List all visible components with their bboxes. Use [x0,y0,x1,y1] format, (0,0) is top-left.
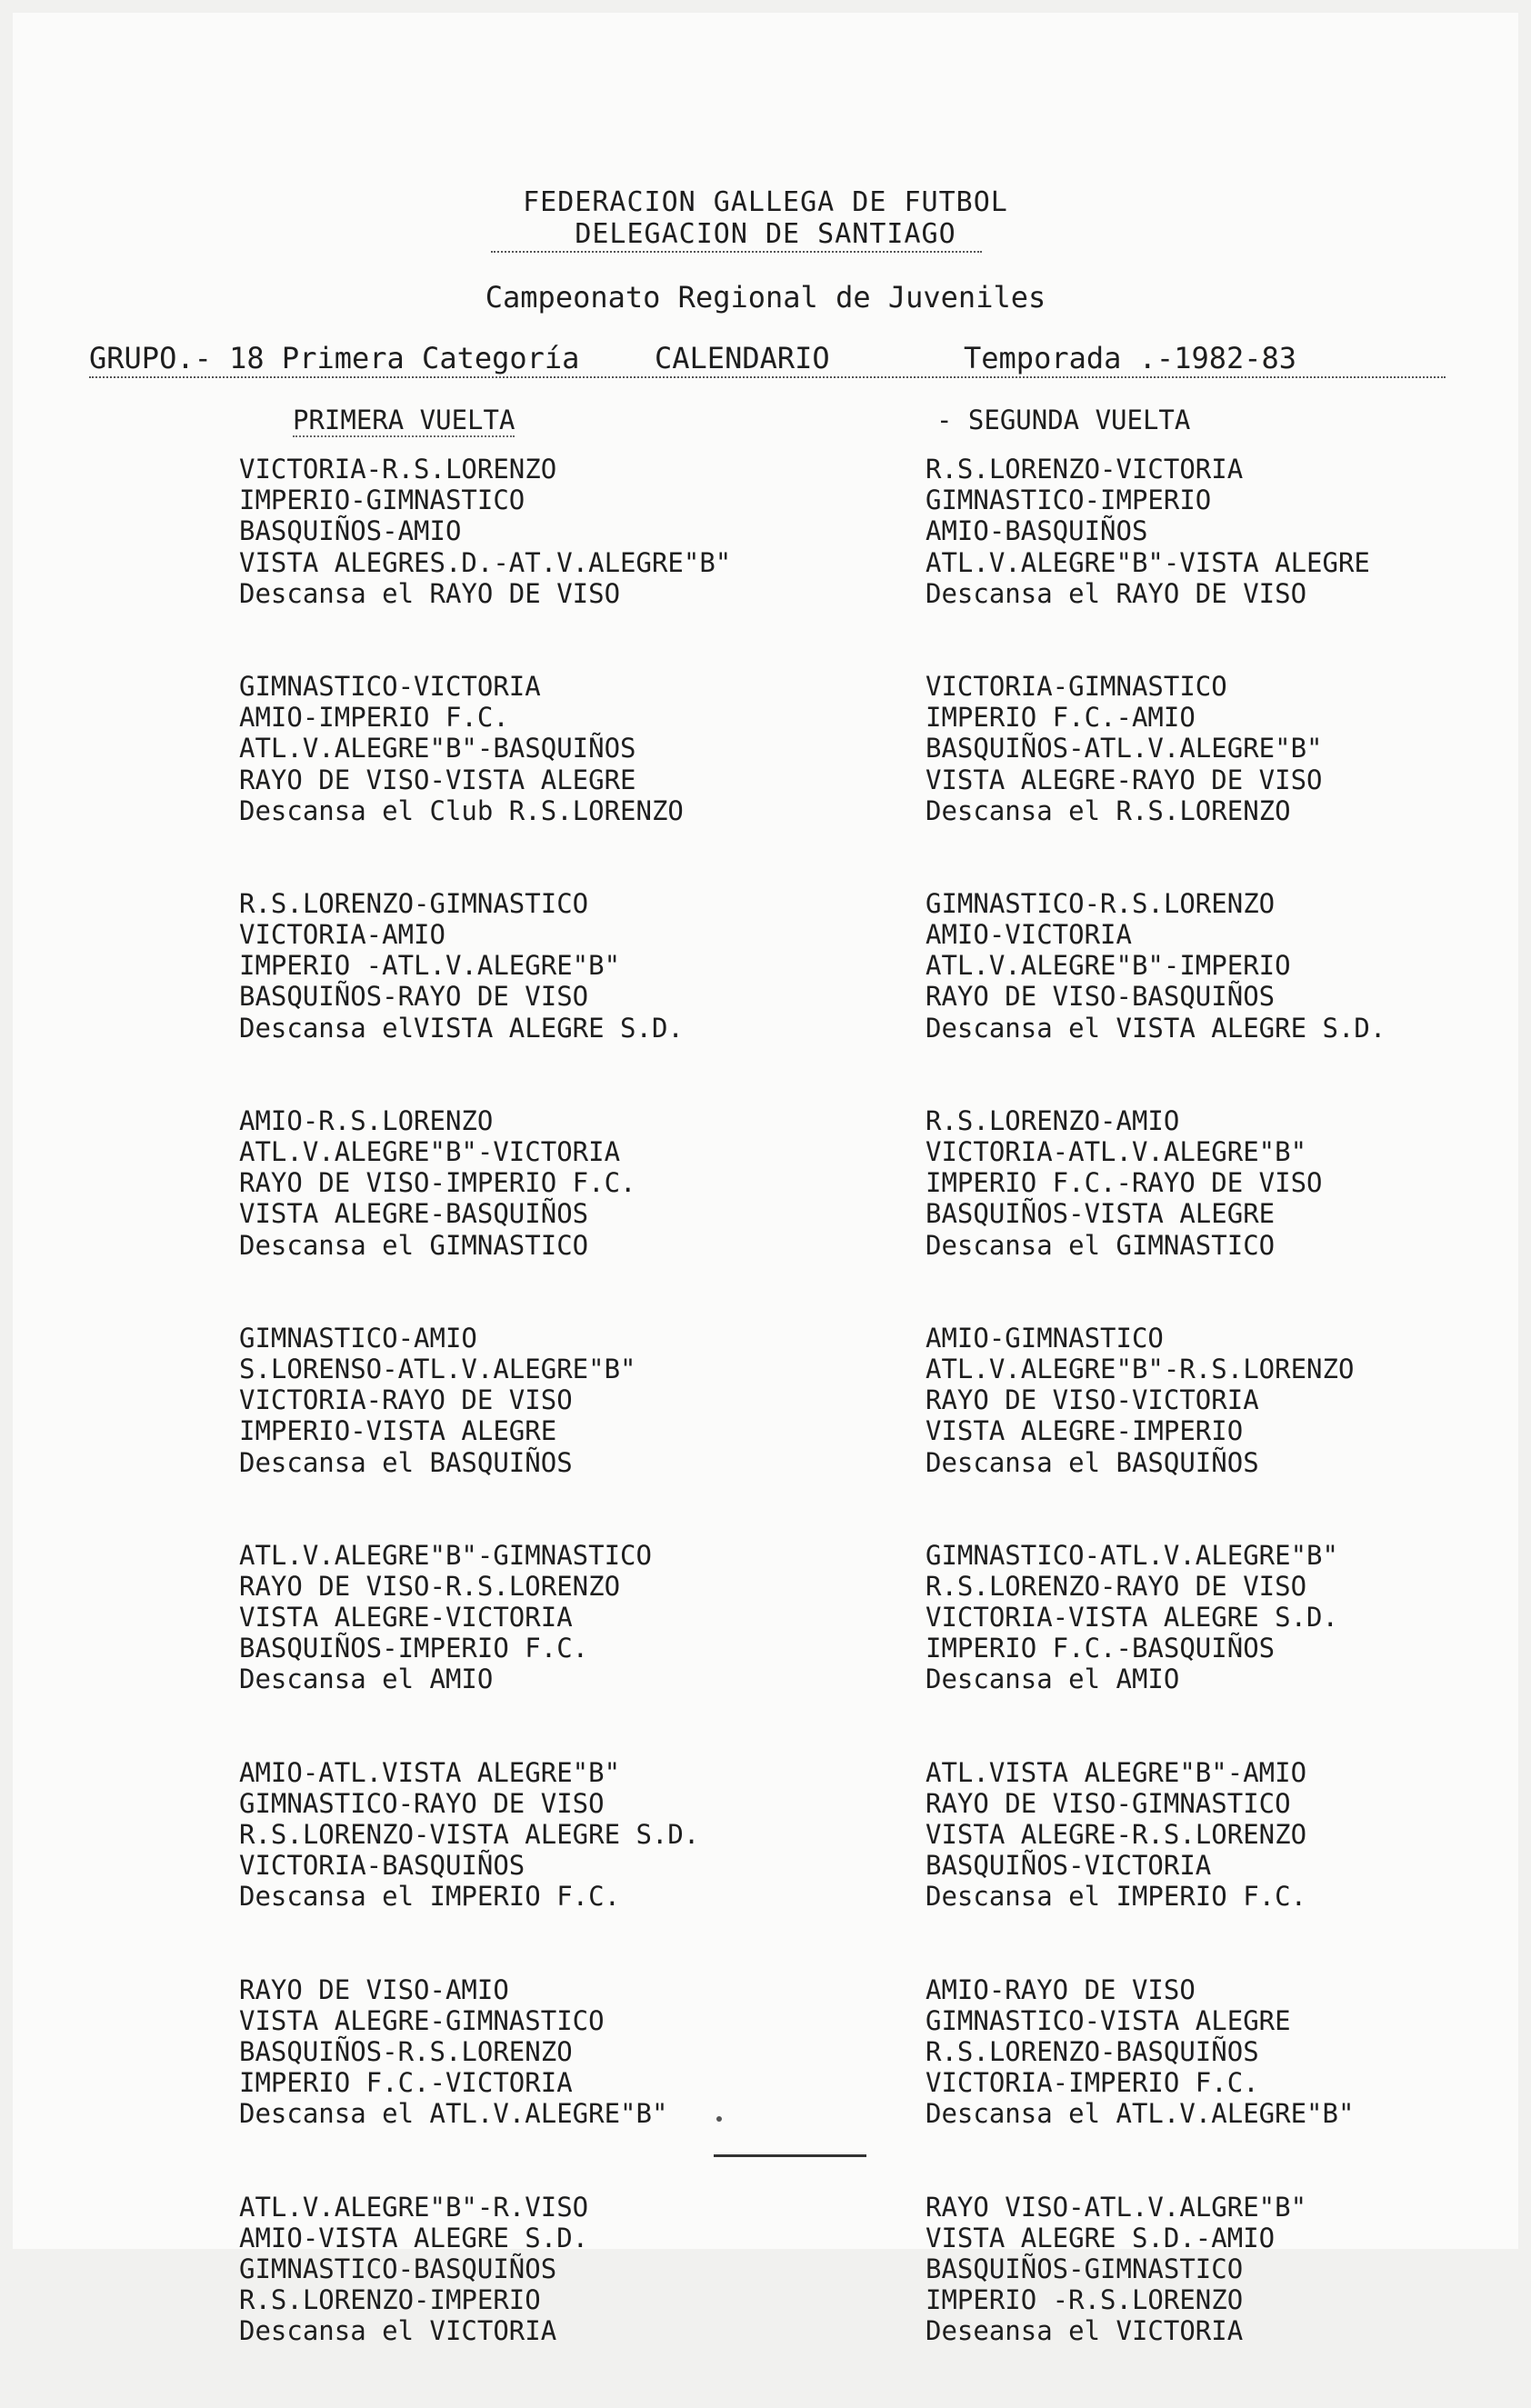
footer-rule [714,2154,866,2157]
fixture-line: R.S.LORENZO-GIMNASTICO [239,887,589,919]
second-leg-title: - SEGUNDA VUELTA [936,405,1191,435]
fixture-line: BASQUIÑOS-GIMNASTICO [926,2253,1244,2284]
fixture-line: VICTORIA-GIMNASTICO [926,670,1227,702]
fixture-line: AMIO-VISTA ALEGRE S.D. [239,2222,589,2253]
round-block [239,1974,731,2130]
rest-team-line: Descansa el GIMNASTICO [926,1229,1276,1261]
fixture-line: AMIO-IMPERIO F.C. [239,702,509,734]
fixture-line: IMPERIO F.C.-VICTORIA [239,2067,573,2099]
underline [491,251,982,253]
fixture-line: VISTA ALEGRE-GIMNASTICO [239,2004,605,2036]
fixture-line: AMIO-VICTORIA [926,919,1132,951]
fixture-line: R.S.LORENZO-BASQUIÑOS [926,2035,1259,2067]
fixture-line: RAYO DE VISO-VISTA ALEGRE [239,764,636,795]
fixture-line: BASQUIÑOS-R.S.LORENZO [239,2035,573,2067]
fixture-line: VISTA ALEGRE-IMPERIO [926,1415,1244,1447]
fixture-line: BASQUIÑOS-RAYO DE VISO [239,981,589,1013]
rest-team-line: Descansa el RAYO DE VISO [239,577,621,609]
fixture-line: VICTORIA-R.S.LORENZO [239,454,557,485]
round-block [926,1757,1386,1913]
round-block [239,1323,731,1478]
ink-dot [716,2116,722,2122]
fixture-line: IMPERIO F.C.-RAYO DE VISO [926,1167,1323,1199]
fixture-line: IMPERIO-VISTA ALEGRE [239,1415,557,1447]
federation-name: FEDERACION GALLEGA DE FUTBOL [523,186,1008,218]
fixture-line: ATL.V.ALEGRE"B"-GIMNASTICO [239,1539,652,1571]
group-label: GRUPO.- 18 Primera Categoría [89,341,580,375]
rest-team-line: Deseansa el VICTORIA [926,2315,1244,2347]
fixture-line: BASQUIÑOS-ATL.V.ALEGRE"B" [926,733,1323,764]
fixture-line: IMPERIO -ATL.V.ALEGRE"B" [239,950,621,982]
fixture-line: BASQUIÑOS-VICTORIA [926,1850,1212,1882]
round-block [926,1323,1386,1478]
rest-team-line: Descansa elVISTA ALEGRE S.D. [239,1012,684,1044]
fixture-line: RAYO DE VISO-IMPERIO F.C. [239,1167,636,1199]
fixture-line: RAYO DE VISO-BASQUIÑOS [926,981,1276,1013]
rest-team-line: Descansa el RAYO DE VISO [926,577,1307,609]
rest-team-line: Descansa el IMPERIO F.C. [239,1881,621,1913]
fixture-line: RAYO DE VISO-GIMNASTICO [926,1787,1291,1819]
rest-team-line: Descansa el VISTA ALEGRE S.D. [926,1012,1386,1044]
fixture-line: IMPERIO F.C.-AMIO [926,702,1196,734]
fixture-line: BASQUIÑOS-AMIO [239,515,462,547]
fixture-line: IMPERIO -R.S.LORENZO [926,2284,1244,2316]
fixture-line: ATL.VISTA ALEGRE"B"-AMIO [926,1756,1307,1788]
round-block [239,888,731,1044]
fixture-line: AMIO-BASQUIÑOS [926,515,1148,547]
fixture-line: BASQUIÑOS-IMPERIO F.C. [239,1633,589,1664]
fixture-line: AMIO-ATL.VISTA ALEGRE"B" [239,1756,621,1788]
first-leg-title: PRIMERA VUELTA [293,405,515,435]
rest-team-line: Descansa el R.S.LORENZO [926,794,1291,826]
fixture-line: BASQUIÑOS-VISTA ALEGRE [926,1198,1276,1230]
rest-team-line: Descansa el VICTORIA [239,2315,557,2347]
rest-team-line: Descansa el ATL.V.ALEGRE"B" [926,2098,1355,2130]
rest-team-line: Descansa el GIMNASTICO [239,1229,589,1261]
championship-title: Campeonato Regional de Juveniles [485,280,1046,315]
fixture-line: R.S.LORENZO-VICTORIA [926,454,1244,485]
fixture-line: ATL.V.ALEGRE"B"-R.S.LORENZO [926,1353,1355,1384]
fixture-line: VICTORIA-AMIO [239,919,445,951]
round-block [926,1105,1386,1261]
fixture-line: ATL.V.ALEGRE"B"-BASQUIÑOS [239,733,636,764]
season-label: Temporada .-1982-83 [964,341,1297,375]
fixture-line: R.S.LORENZO-RAYO DE VISO [926,1570,1307,1602]
fixture-line: GIMNASTICO-R.S.LORENZO [926,887,1276,919]
fixture-line: ATL.V.ALEGRE"B"-VICTORIA [239,1136,621,1167]
rest-team-line: Descansa el IMPERIO F.C. [926,1881,1307,1913]
fixture-line: VISTA ALEGRE S.D.-AMIO [926,2222,1276,2253]
round-block [926,1974,1386,2130]
rest-team-line: Descansa el AMIO [926,1664,1180,1695]
fixture-line: ATL.V.ALEGRE"B"-R.VISO [239,2191,589,2223]
fixture-line: ATL.V.ALEGRE"B"-VISTA ALEGRE [926,546,1370,578]
round-block [239,454,731,609]
fixture-line: AMIO-RAYO DE VISO [926,1973,1196,2005]
round-block [239,671,731,826]
fixture-line: VISTA ALEGRE-R.S.LORENZO [926,1819,1307,1850]
fixture-line: AMIO-R.S.LORENZO [239,1104,494,1136]
fixture-line: AMIO-GIMNASTICO [926,1322,1164,1354]
fixture-line: IMPERIO F.C.-BASQUIÑOS [926,1633,1276,1664]
second-leg-column [926,405,1386,2408]
fixture-line: VICTORIA-ATL.V.ALEGRE"B" [926,1136,1307,1167]
fixture-line: RAYO DE VISO-VICTORIA [926,1384,1259,1416]
fixture-line: R.S.LORENZO-VISTA ALEGRE S.D. [239,1819,700,1850]
round-block [239,1757,731,1913]
round-block [926,671,1386,826]
first-leg-column [239,405,731,2408]
fixture-line: GIMNASTICO-RAYO DE VISO [239,1787,605,1819]
delegation-name: DELEGACION DE SANTIAGO [575,218,956,250]
rest-team-line: Descansa el BASQUIÑOS [239,1446,573,1478]
fixture-line: RAYO DE VISO-R.S.LORENZO [239,1570,621,1602]
fixture-line: VISTA ALEGRE-RAYO DE VISO [926,764,1323,795]
fixture-line: VISTA ALEGRE-BASQUIÑOS [239,1198,589,1230]
fixture-line: GIMNASTICO-IMPERIO [926,485,1212,516]
fixture-line: ATL.V.ALEGRE"B"-IMPERIO [926,950,1291,982]
round-block [926,1540,1386,1695]
fixture-line: VISTA ALEGRE-VICTORIA [239,1602,573,1634]
fixture-line: VISTA ALEGRES.D.-AT.V.ALEGRE"B" [239,546,732,578]
calendar-label: CALENDARIO [655,341,830,375]
fixture-line: S.LORENSO-ATL.V.ALEGRE"B" [239,1353,636,1384]
rest-team-line: Descansa el AMIO [239,1664,494,1695]
fixture-line: GIMNASTICO-ATL.V.ALEGRE"B" [926,1539,1338,1571]
rest-team-line: Descansa el Club R.S.LORENZO [239,794,684,826]
round-block [239,1540,731,1695]
fixture-line: VICTORIA-BASQUIÑOS [239,1850,525,1882]
fixture-line: GIMNASTICO-BASQUIÑOS [239,2253,557,2284]
round-block [926,888,1386,1044]
fixture-line: R.S.LORENZO-IMPERIO [239,2284,541,2316]
fixture-line: VICTORIA-RAYO DE VISO [239,1384,573,1416]
round-block [926,2192,1386,2347]
fixture-line: R.S.LORENZO-AMIO [926,1104,1180,1136]
fixture-line: GIMNASTICO-AMIO [239,1322,477,1354]
rest-team-line: Descansa el ATL.V.ALEGRE"B" [239,2098,668,2130]
round-block [926,454,1386,609]
fixture-line: VICTORIA-IMPERIO F.C. [926,2067,1259,2099]
fixture-line: RAYO DE VISO-AMIO [239,1973,509,2005]
rest-team-line: Descansa el BASQUIÑOS [926,1446,1259,1478]
fixture-line: GIMNASTICO-VICTORIA [239,670,541,702]
fixture-line: IMPERIO-GIMNASTICO [239,485,525,516]
fixture-line: GIMNASTICO-VISTA ALEGRE [926,2004,1291,2036]
round-block [239,1105,731,1261]
round-block [239,2192,731,2347]
header-divider [89,376,1446,378]
fixture-line: VICTORIA-VISTA ALEGRE S.D. [926,1602,1338,1634]
fixture-line: RAYO VISO-ATL.V.ALGRE"B" [926,2191,1307,2223]
